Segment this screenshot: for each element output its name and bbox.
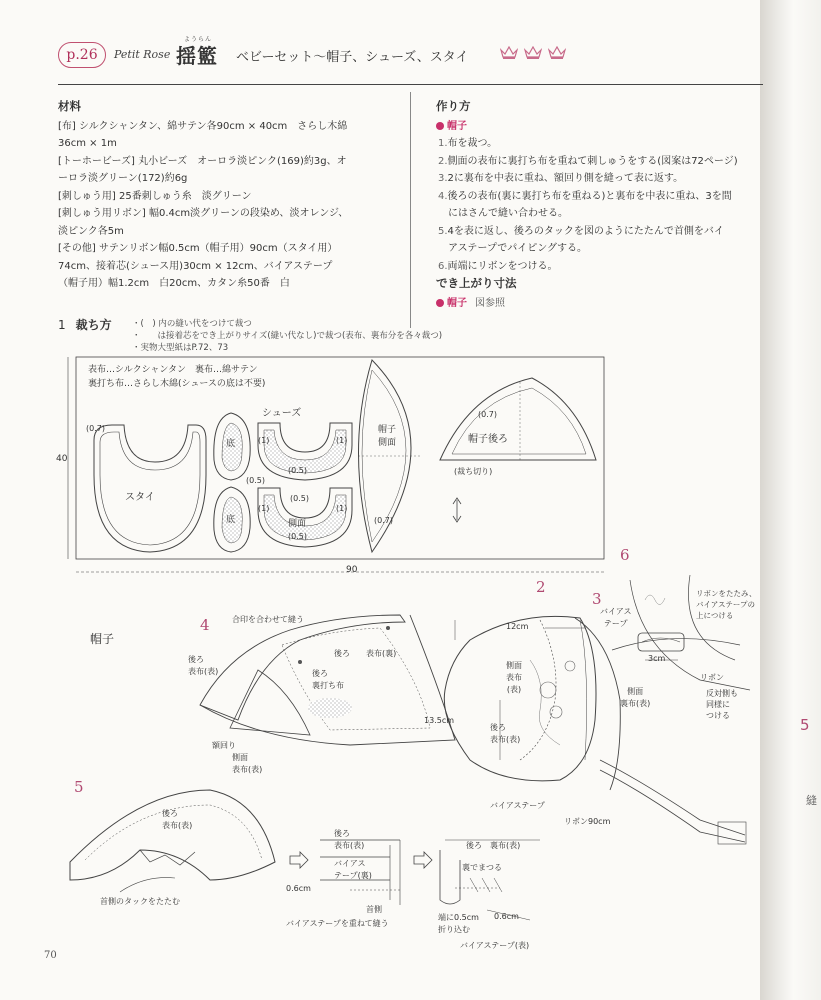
instruction-step: 4.後ろの表布(裏に裏打ち布を重ねる)と裏布を中表に重ね、3を間 にはさんで縫い合わせる。 [438, 190, 732, 219]
step5c-label: 0.6cm [494, 912, 519, 921]
instruction-step: 3.2に裏布を中表に重ね、額回り側を縫って表に返す。 [438, 173, 684, 184]
sole-label-1: 底 [226, 439, 236, 449]
material-line: 淡ピンク各5m [58, 225, 124, 237]
material-line: ーロラ淡グリーン(172)約6g [58, 173, 188, 184]
margin-label: (0.7) [86, 424, 105, 433]
step4-outer [200, 615, 405, 720]
step4-label: 額回り [212, 741, 236, 750]
material-line: （帽子用）幅1.2cm 白20cm、カタン糸50番 白 [58, 278, 290, 289]
material-line: [刺しゅう用] 25番刺しゅう糸 淡グリーン [58, 190, 252, 202]
margin-label: (1) [258, 436, 270, 445]
instruction-step: 6.両端にリボンをつける。 [438, 260, 558, 272]
hat-side-label: 帽子 側面 [378, 425, 397, 448]
material-line: [刺しゅう用リボン] 幅0.4cm淡グリーンの段染め、淡オレンジ、 [58, 208, 349, 219]
step4-label: 後ろ 裏打ち布 [312, 669, 344, 690]
step2-label: 13.5cm [424, 716, 455, 725]
page-number: 70 [44, 950, 57, 961]
item-subtitle: ベビーセット〜帽子、シューズ、スタイ [236, 50, 469, 65]
margin-label: (0.7) [374, 516, 393, 525]
step5-label: 後ろ 表布(表) [162, 809, 193, 830]
margin-label: (0.5) [290, 494, 309, 503]
material-line: [布] シルクシャンタン、綿サテン各90cm × 40cm さらし木綿 [58, 120, 348, 132]
shoes-label: シューズ [262, 408, 302, 419]
material-line: 36cm × 1m [58, 138, 117, 149]
step5b-label: バイアス テープ(裏) [334, 859, 372, 880]
step-number-6: 6 [620, 546, 630, 564]
cutting-heading: 1 裁ち方 [58, 318, 112, 332]
step2-label: リボン90cm [564, 817, 611, 826]
margin-label: (1) [336, 504, 348, 513]
shoe-side-label: 側面 [288, 519, 307, 529]
step5c-label: 後ろ 裏布(表) [466, 841, 521, 850]
step5b-label: 0.6cm [286, 884, 311, 893]
item-name: 揺籃 [176, 44, 218, 68]
sole-label-2: 底 [226, 515, 236, 525]
margin-label: (0.5) [288, 532, 307, 541]
step5c-label: バイアステープ(表) [460, 941, 530, 950]
page-reference-badge: p.26 [58, 42, 106, 68]
step6-label: リボン [700, 673, 724, 682]
finished-size-item: 帽子 図参照 [436, 295, 761, 313]
next-page-step-number: 5 [800, 716, 810, 734]
step5b-label: 後ろ 表布(表) [334, 829, 365, 850]
instruction-step: 5.4を表に返し、後ろのタックを図のようにたたんで首側をバイ アステープでパイピングする。 [438, 225, 724, 254]
series-name: Petit Rose [114, 48, 171, 61]
next-page-text: 縫 [806, 794, 817, 807]
step4-label: 後ろ [334, 649, 350, 658]
margin-label: (0.5) [246, 476, 265, 485]
finished-size-heading: でき上がり寸法 [436, 276, 517, 290]
step-number-2: 2 [536, 578, 546, 596]
step-number-3: 3 [592, 590, 602, 608]
step5-back-piece [70, 790, 275, 880]
cutting-notes: ・( ) 内の縫い代をつけて裁つ ・ は接着芯をでき上がりサイズ(縫い代なし)で裁つ(表布、裏布分を各々裁つ) ・実物大型紙はP.72、73 [132, 319, 443, 353]
instruction-step: 1.布を裁つ。 [438, 138, 498, 149]
instruction-step: 2.側面の表布に裏打ち布を重ねて刺しゅうをする(図案は72ページ) [438, 155, 738, 167]
margin-label: (0.5) [288, 466, 307, 475]
material-line: [トーホービーズ] 丸小ビーズ オーロラ淡ピンク(169)約3g、オ [58, 155, 347, 167]
step5b-note: バイアステープを重ねて縫う [286, 919, 389, 928]
step5c-note: 裏でまつる [462, 863, 502, 872]
margin-label: (1) [258, 504, 270, 513]
step6-note: 反対側も 同様に つける [706, 689, 738, 720]
step5c-note: 端に0.5cm 折り込む [438, 913, 479, 934]
instructions-heading: 作り方 [436, 99, 471, 113]
item-name-ruby: ようらん [184, 36, 213, 43]
hat-back-label: 帽子後ろ [468, 434, 508, 445]
step6-note: リボンをたたみ、 バイアステープの 上につける [696, 589, 757, 620]
step2-label: 後ろ 表布(表) [490, 723, 521, 744]
fabric-width-label: 90 [346, 565, 358, 575]
margin-label: (0.7) [478, 410, 497, 419]
step3-label: 側面 裏布(表) [620, 687, 651, 708]
bib-label: スタイ [125, 492, 155, 503]
fabric-height-label: 40 [56, 454, 68, 464]
step-number-5: 5 [74, 778, 84, 796]
step-number-4: 4 [200, 616, 210, 634]
book-spine-next-page [760, 0, 821, 1000]
hat-back-piece [440, 378, 596, 460]
step5b-label: 首側 [366, 905, 382, 914]
step4-label: 側面 表布(表) [232, 753, 263, 774]
step6-label: 3cm [648, 654, 666, 663]
step4-note: 合印を合わせて縫う [232, 615, 304, 624]
fabric-note-2: 裏打ち布…さらし木綿(シュースの底は不要) [88, 379, 266, 389]
step5-note: 首側のタックをたたむ [100, 897, 180, 906]
cut-off-label: (裁ち切り) [454, 467, 493, 476]
instructions-subheading: 帽子 [436, 118, 761, 136]
step2-label: 12cm [506, 622, 529, 631]
step2-label: バイアステープ [490, 801, 545, 810]
fabric-note-1: 表布…シルクシャンタン 裏布…綿サテン [88, 365, 258, 375]
material-line: 74cm、接着芯(シュース用)30cm × 12cm、バイアステープ [58, 260, 333, 272]
hat-diagram-title: 帽子 [90, 632, 115, 646]
step4-label: 後ろ 表布(表) [188, 655, 219, 676]
margin-label: (1) [336, 436, 348, 445]
materials-heading: 材料 [58, 99, 81, 113]
step4-label: 表布(裏) [366, 649, 397, 658]
material-line: [その他] サテンリボン幅0.5cm（帽子用）90cm（スタイ用） [58, 243, 338, 254]
step2-label: 側面 表布 (表) [506, 661, 522, 694]
bonnet-outline [444, 616, 596, 781]
step3-label: バイアス テープ [600, 607, 632, 628]
